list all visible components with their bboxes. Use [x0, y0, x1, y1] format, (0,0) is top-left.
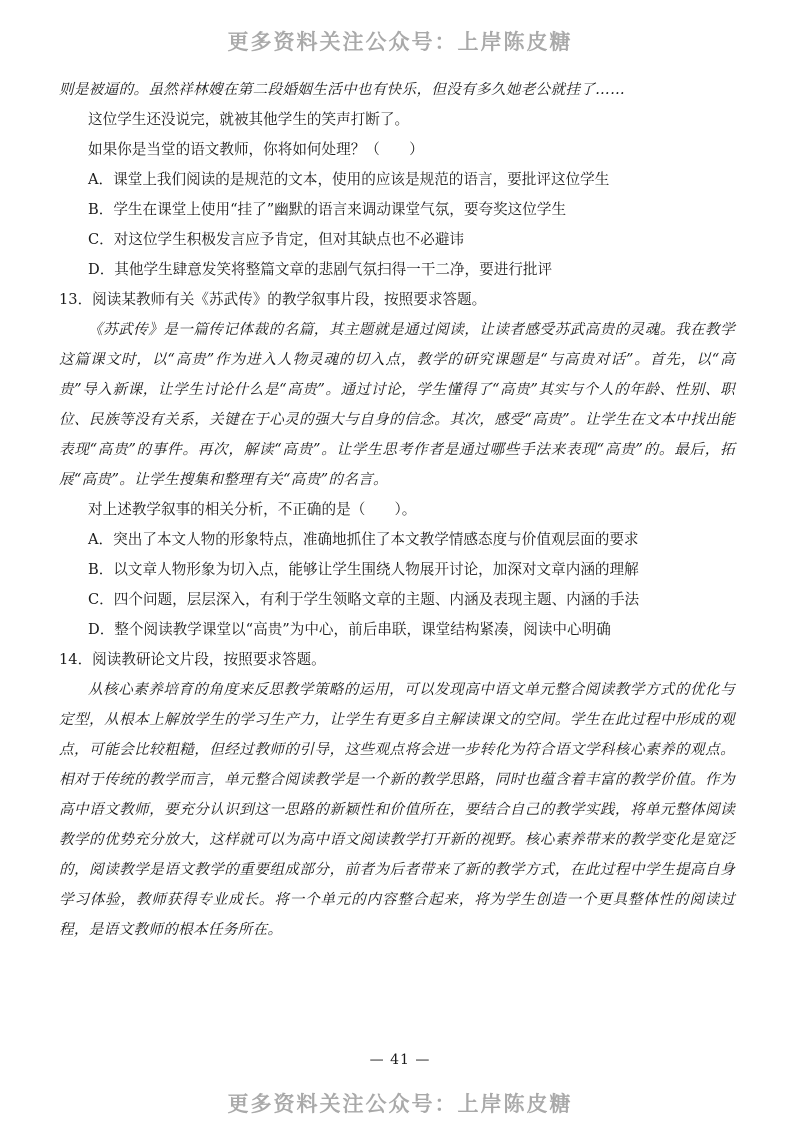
watermark-bottom: 更多资料关注公众号：上岸陈皮糖	[227, 1092, 573, 1116]
q14-heading: 14．阅读教研论文片段，按照要求答题。	[59, 651, 326, 668]
question-12	[59, 75, 735, 285]
q13-stem: 对上述教学叙事的相关分析，不正确的是（ ）。	[88, 501, 417, 518]
q13-heading: 13．阅读某教师有关《苏武传》的教学叙事片段，按照要求答题。	[59, 291, 487, 308]
q13-option-d: D．整个阅读教学课堂以“高贵”为中心，前后串联，课堂结构紧凑，阅读中心明确	[88, 621, 611, 638]
page-number: — 41 —	[369, 1052, 431, 1068]
q12-narration: 这位学生还没说完，就被其他学生的笑声打断了。	[88, 111, 410, 128]
q12-option-d: D．其他学生肆意发笑将整篇文章的悲剧气氛扫得一干二净，要进行批评	[88, 261, 553, 278]
question-13	[59, 285, 735, 645]
q12-option-c: C．对这位学生积极发言应予肯定，但对其缺点也不必避讳	[88, 231, 465, 248]
q12-passage-tail: 则是被逼的。虽然祥林嫂在第二段婚姻生活中也有快乐，但没有多久她老公就挂了……	[59, 81, 625, 98]
q12-option-a: A．课堂上我们阅读的是规范的文本，使用的应该是规范的语言，要批评这位学生	[88, 171, 610, 188]
q13-passage: 《苏武传》是一篇传记体裁的名篇，其主题就是通过阅读，让读者感受苏武高贵的灵魂。我在教学这篇课文时，以“高贵”作为进入人物灵魂的切入点，教学的研究课题是“与高贵对话”。首先，以“高贵”导入新课，让学生讨论什么是“高贵”。通过讨论，学生懂得了“高贵”其实与个人的年龄、性别、职位、民族等没有关系，关键在于心灵的强大与自身的信念。其次，感受“高贵”。让学生在文本中找出能表现“高贵”的事件。再次，解读“高贵”。让学生思考作者是通过哪些手法来表现“高贵”的。最后，拓展“高贵”。让学生搜集和整理有关“高贵”的名言。	[59, 321, 735, 488]
watermark-top: 更多资料关注公众号：上岸陈皮糖	[227, 30, 573, 54]
question-14	[59, 645, 735, 945]
q13-option-c: C．四个问题，层层深入，有利于学生领略文章的主题、内涵及表现主题、内涵的手法	[88, 591, 640, 608]
q14-passage: 从核心素养培育的角度来反思教学策略的运用，可以发现高中语文单元整合阅读教学方式的优化与定型，从根本上解放学生的学习生产力，让学生有更多自主解读课文的空间。学生在此过程中形成的观点，可能会比较粗糙，但经过教师的引导，这些观点将会进一步转化为符合语文学科核心素养的观点。相对于传统的教学而言，单元整合阅读教学是一个新的教学思路，同时也蕴含着丰富的教学价值。作为高中语文教师，要充分认识到这一思路的新颖性和价值所在，要结合自己的教学实践，将单元整体阅读教学的优势充分放大，这样就可以为高中语文阅读教学打开新的视野。核心素养带来的教学变化是宽泛的，阅读教学是语文教学的重要组成部分，前者为后者带来了新的教学方式，在此过程中学生提高自身学习体验，教师获得专业成长。将一个单元的内容整合起来，将为学生创造一个更具整体性的阅读过程，是语文教师的根本任务所在。	[59, 681, 735, 938]
q12-option-b: B．学生在课堂上使用“挂了”幽默的语言来调动课堂气氛，要夸奖这位学生	[88, 201, 567, 218]
page-content	[59, 75, 735, 945]
q13-option-a: A．突出了本文人物的形象特点，准确地抓住了本文教学情感态度与价值观层面的要求	[88, 531, 639, 548]
q13-option-b: B．以文章人物形象为切入点，能够让学生围绕人物展开讨论，加深对文章内涵的理解	[88, 561, 639, 578]
q12-stem: 如果你是当堂的语文教师，你将如何处理？（ ）	[88, 141, 424, 158]
